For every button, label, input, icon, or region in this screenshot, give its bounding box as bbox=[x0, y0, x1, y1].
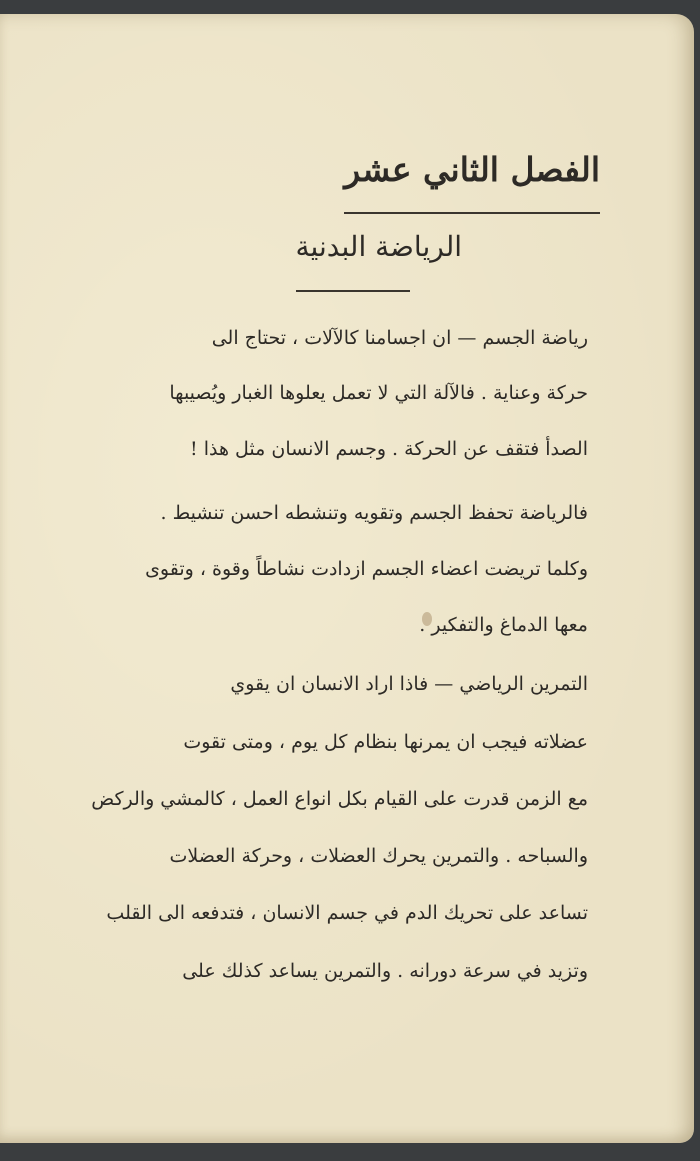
body-line: معها الدماغ والتفكير . bbox=[419, 614, 588, 636]
body-line: والسباحه . والتمرين يحرك العضلات ، وحركة العضلات bbox=[169, 845, 588, 867]
section-title-underline bbox=[296, 290, 410, 292]
body-line: عضلاته فيجب ان يمرنها بنظام كل يوم ، ومتى تقوت bbox=[183, 731, 588, 753]
body-line: وكلما تريضت اعضاء الجسم ازدادت نشاطاً وقوة ، وتقوى bbox=[145, 558, 588, 580]
body-line: حركة وعناية . فالآلة التي لا تعمل يعلوها الغبار ويُصيبها bbox=[169, 382, 588, 404]
body-line: وتزيد في سرعة دورانه . والتمرين يساعد كذلك على bbox=[182, 960, 588, 982]
body-line: الصدأ فتقف عن الحركة . وجسم الانسان مثل هذا ! bbox=[190, 438, 588, 460]
body-line: التمرين الرياضي — فاذا اراد الانسان ان يقوي bbox=[230, 673, 588, 695]
body-line: تساعد على تحريك الدم في جسم الانسان ، فتدفعه الى القلب bbox=[106, 902, 588, 924]
body-line: مع الزمن قدرت على القيام بكل انواع العمل ، كالمشي والركض bbox=[91, 788, 588, 810]
body-line: رياضة الجسم — ان اجسامنا كالآلات ، تحتاج الى bbox=[211, 327, 588, 349]
chapter-title-underline bbox=[344, 212, 600, 214]
section-title: الرياضة البدنية bbox=[295, 230, 462, 263]
body-line: فالرياضة تحفظ الجسم وتقويه وتنشطه احسن تنشيط . bbox=[160, 502, 588, 524]
chapter-title: الفصل الثاني عشر bbox=[344, 150, 600, 189]
